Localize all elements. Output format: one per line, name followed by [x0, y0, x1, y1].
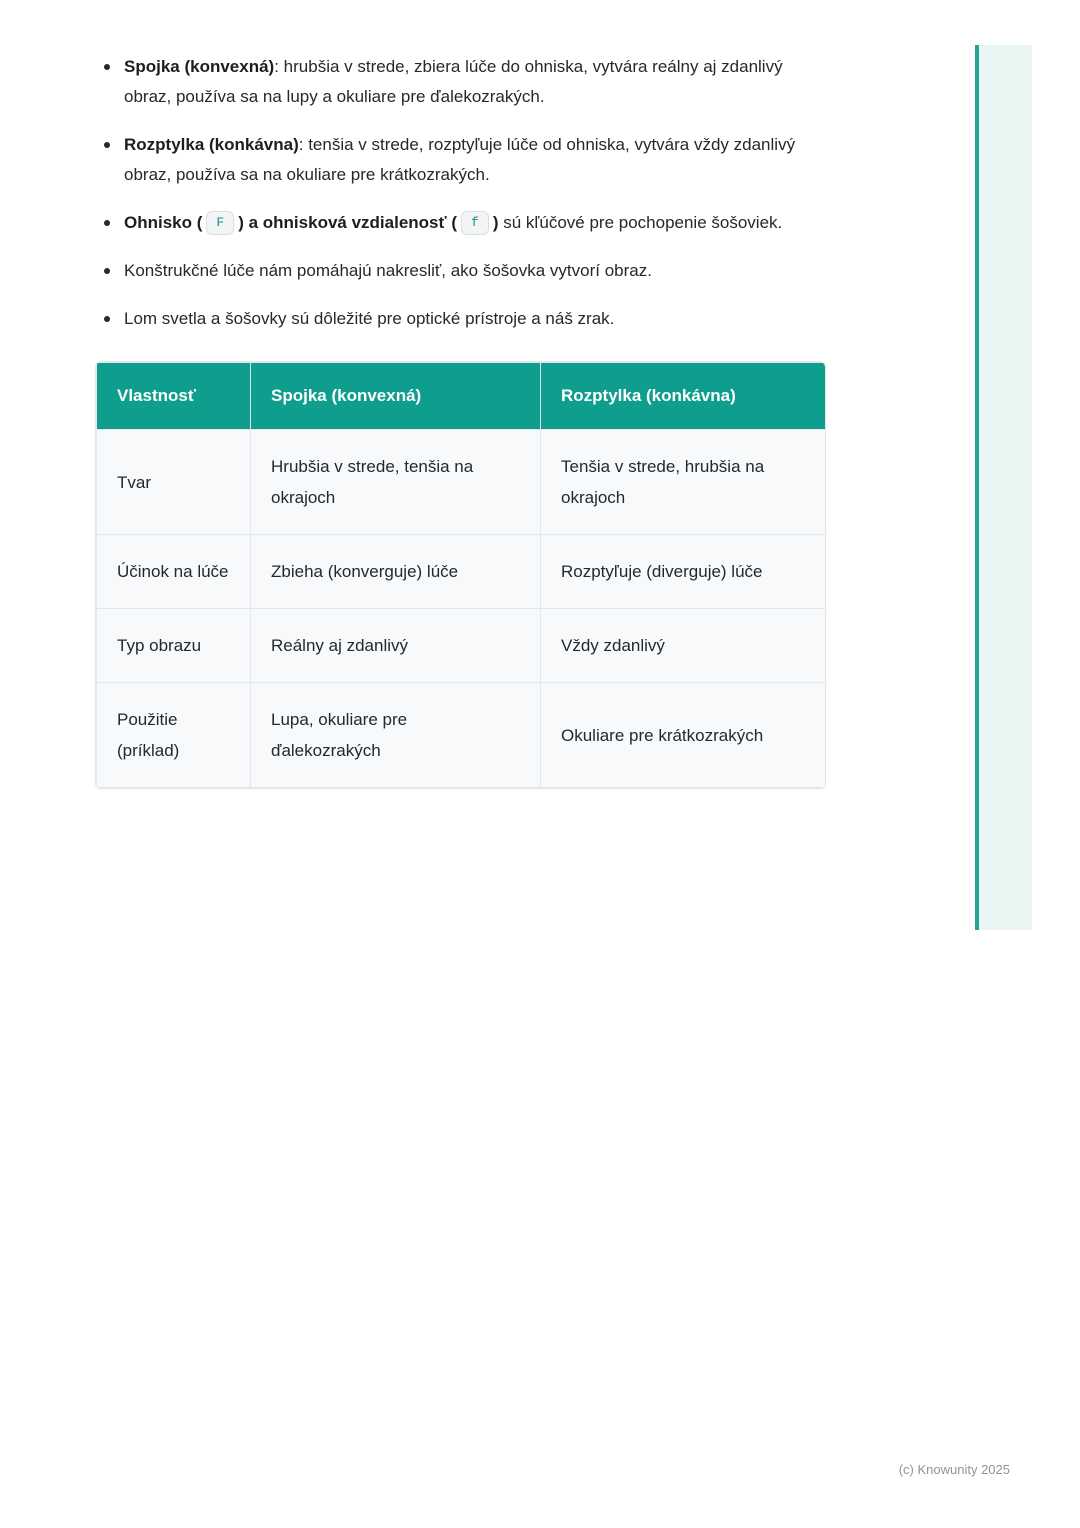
lens-comparison-table — [95, 361, 826, 789]
bullet-text: Konštrukčné lúče nám pomáhajú nakresliť, ako šošovka vytvorí obraz. — [124, 261, 652, 280]
bullet-item-konstrukcne-luce — [95, 256, 827, 286]
bullet-item-rozptylka — [95, 130, 827, 190]
focus-point-code-chip: F — [206, 211, 234, 235]
bullet-item-ohnisko — [95, 208, 827, 238]
table-row — [97, 535, 826, 609]
bullet-text: sú kľúčové pre pochopenie šošoviek. — [498, 213, 783, 232]
table-cell: Reálny aj zdanlivý — [251, 609, 541, 683]
bullet-bold-label: Rozptylka (konkávna) — [124, 135, 299, 154]
table-cell: Zbieha (konverguje) lúče — [251, 535, 541, 609]
bullet-bold-label: ) — [492, 213, 499, 232]
table-cell: Účinok na lúče — [97, 535, 251, 609]
bullet-bold-label: Spojka (konvexná) — [124, 57, 275, 76]
table-cell: Rozptyľuje (diverguje) lúče — [541, 535, 826, 609]
table-cell: Tenšia v strede, hrubšia na okrajoch — [541, 430, 826, 535]
table-cell: Tvar — [97, 430, 251, 535]
table-header-spojka: Spojka (konvexná) — [251, 363, 541, 430]
bullet-bold-label: Ohnisko ( — [124, 213, 203, 232]
page-edge-stripe — [975, 45, 1032, 930]
table-header-vlastnost: Vlastnosť — [97, 363, 251, 430]
bullet-list — [95, 52, 827, 334]
table-cell: Lupa, okuliare pre ďalekozrakých — [251, 683, 541, 788]
copyright-credit: (c) Knowunity 2025 — [898, 1462, 1010, 1477]
note-content — [95, 52, 827, 789]
table-row — [97, 683, 826, 788]
table-cell: Typ obrazu — [97, 609, 251, 683]
bullet-bold-label: ) a ohnisková vzdialenosť ( — [238, 213, 458, 232]
bullet-text: : hrubšia v strede, zbiera lúče do ohniska, vytvára reálny aj zdanlivý obraz, používa sa na lupy a okuliare pre ďalekozrakých. — [124, 57, 783, 106]
table-cell: Použitie (príklad) — [97, 683, 251, 788]
table-header-row — [97, 363, 826, 430]
table-row — [97, 430, 826, 535]
focal-length-code-chip: f — [461, 211, 489, 235]
bullet-item-spojka — [95, 52, 827, 112]
table-row — [97, 609, 826, 683]
table-cell: Vždy zdanlivý — [541, 609, 826, 683]
bullet-text: Lom svetla a šošovky sú dôležité pre optické prístroje a náš zrak. — [124, 309, 615, 328]
bullet-text: : tenšia v strede, rozptyľuje lúče od ohniska, vytvára vždy zdanlivý obraz, používa sa na okuliare pre krátkozrakých. — [124, 135, 796, 184]
bullet-item-lom-svetla — [95, 304, 827, 334]
table-cell: Hrubšia v strede, tenšia na okrajoch — [251, 430, 541, 535]
table-header-rozptylka: Rozptylka (konkávna) — [541, 363, 826, 430]
table-cell: Okuliare pre krátkozrakých — [541, 683, 826, 788]
